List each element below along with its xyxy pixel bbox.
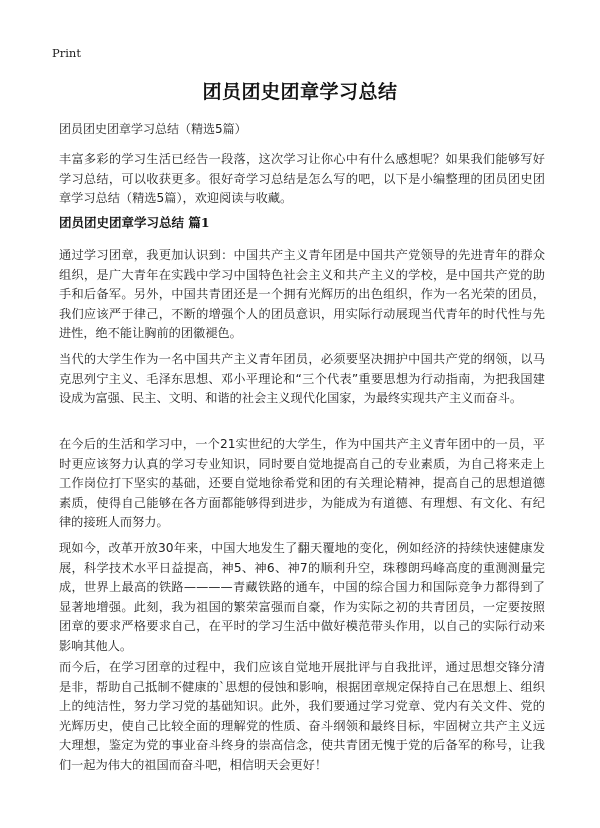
body-paragraph-3: 在今后的生活和学习中，一个21实世纪的大学生，作为中国共产主义青年团中的一员，平时更应该努力认真的学习专业知识，同时要自觉地提高自己的专业素质，为自己将来走上工作岗位打下坚实的基础，还要自觉地徐希党和团的有关理论精神，提高自己的思想道德素质，使得自己能够在各方面都能够得到进步，为能成为有道德、有理想、有文化、有纪律的接班人而努力。 [59,437,545,529]
page-title: 团员团史团章学习总结 [202,81,398,103]
section-heading: 团员团史团章学习总结 篇1 [59,215,210,230]
intro-paragraph: 丰富多彩的学习生活已经告一段落，这次学习让你心中有什么感想呢？如果我们能够写好学习总结，可以收获更多。很好奇学习总结是怎么写的吧，以下是小编整理的团员团史团章学习总结（精选5篇），欢迎阅读与收藏。 [59,152,545,205]
body-paragraph-2: 当代的大学生作为一名中国共产主义青年团员，必须要坚决拥护中国共产党的纲领，以马克思列宁主义、毛泽东思想、邓小平理论和“三个代表”重要思想为行动指南，为把我国建设成为富强、民主、文明、和谐的社会主义现代化国家，为最终实现共产主义而奋斗。 [59,352,545,405]
print-link[interactable]: Print [52,46,81,60]
body-paragraph-1: 通过学习团章，我更加认识到：中国共产主义青年团是中国共产党领导的先进青年的群众组织，是广大青年在实践中学习中国特色社会主义和共产主义的学校，是中国共产党的助手和后备军。另外，中国共青团还是一个拥有光辉历的出色组织，作为一名光荣的团员，我们应该严于律己，不断的增强个人的团员意识，用实际行动展现当代青年的时代性与先进性，绝不能让胸前的团徽褪色。 [59,248,545,340]
body-paragraph-4: 现如今，改革开放30年来，中国大地发生了翻天覆地的变化，例如经济的持续快速健康发展，科学技术水平日益提高，神5、神6、神7的顺利升空，珠穆朗玛峰高度的重测测量完成，世界上最高的铁路————青藏铁路的通车，中国的综合国力和国际竞争力都得到了显著地增强。此刻，我为祖国的繁荣富强而自豪，作为实际之初的共青团员，一定要按照团章的要求严格要求自己，在平时的学习生活中做好模范带头作用，以自己的实际行动来影响其他人。 [59,541,545,653]
body-paragraph-5: 而今后，在学习团章的过程中，我们应该自觉地开展批评与自我批评，通过思想交锋分清是非，帮助自己抵制不健康的`思想的侵蚀和影响，根据团章规定保持自己在思想上、组织上的纯洁性，努力学习党的基础知识。此外，我们要通过学习党章、党内有关文件、党的光辉历史，使自己比较全面的理解党的性质、奋斗纲领和最终目标，牢固树立共产主义远大理想，鉴定为党的事业奋斗终身的崇高信念，使共青团无愧于党的后备军的称号，让我们一起为伟大的祖国而奋斗吧，相信明天会更好！ [59,660,545,772]
document-subtitle: 团员团史团章学习总结（精选5篇） [59,122,247,136]
